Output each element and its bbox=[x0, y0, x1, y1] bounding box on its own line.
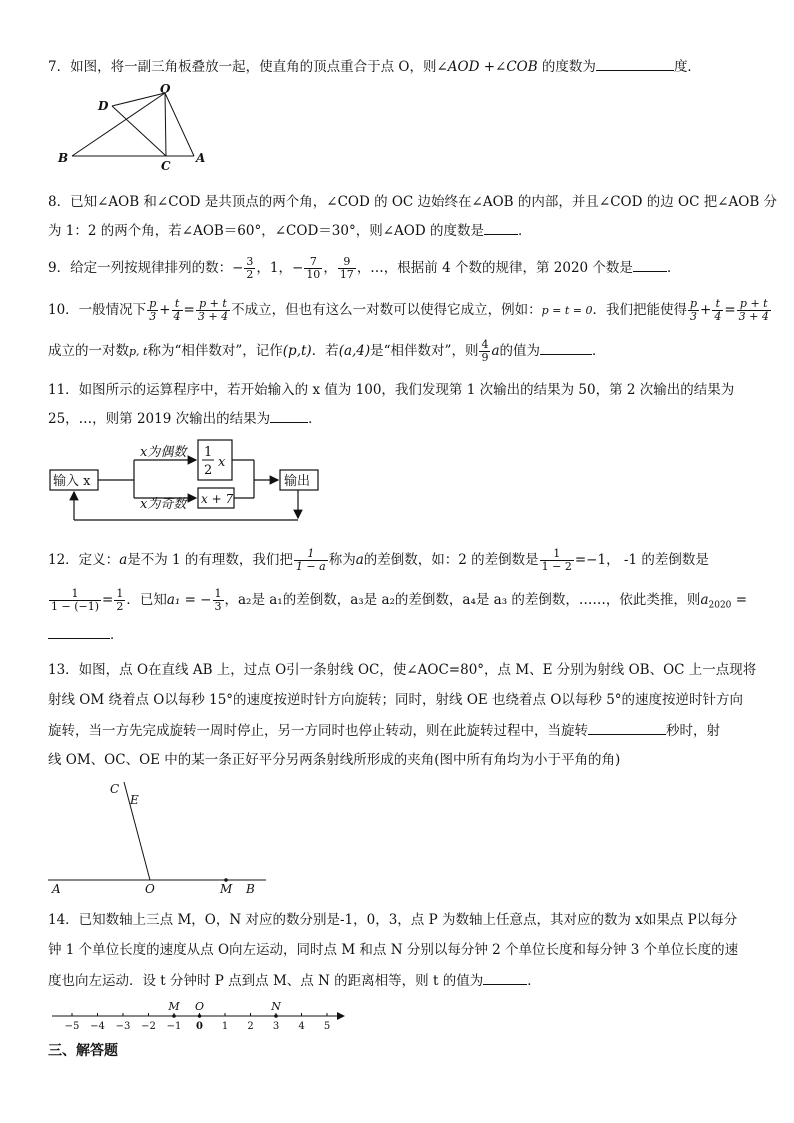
answer-blank-7[interactable] bbox=[596, 56, 674, 71]
question-14-line-3: 度也向左运动．设 t 分钟时 P 点到点 M、点 N 的距离相等，则 t 的值为 ． bbox=[48, 970, 748, 991]
axis-point-M bbox=[172, 1014, 176, 1018]
axis-tick-label: 0 bbox=[196, 1021, 203, 1032]
number-line-q14 bbox=[48, 998, 348, 1032]
axis-tick-label: 4 bbox=[298, 1021, 305, 1032]
axis-tick-label: −1 bbox=[166, 1021, 182, 1032]
label-B13: B bbox=[246, 882, 255, 896]
question-7-text: 7．如图，将一副三角板叠放一起，使直角的顶点重合于点 O，则∠AOD +∠COB 的度数为 度． bbox=[48, 56, 748, 77]
label-C13: C bbox=[110, 782, 120, 796]
answer-blank-14[interactable] bbox=[483, 970, 527, 985]
answer-blank-11[interactable] bbox=[270, 408, 308, 423]
axis-point-label-M: M bbox=[168, 1000, 180, 1013]
axis-point-label-N: N bbox=[271, 1000, 281, 1013]
answer-blank-9[interactable] bbox=[633, 257, 667, 272]
axis-point-N bbox=[274, 1014, 278, 1018]
axis-tick-label: −5 bbox=[64, 1021, 80, 1032]
ray-figure-q13 bbox=[46, 778, 276, 898]
question-10-line-1: 10．一般情况下 $\frac{p}{3}$ + $\frac{t}{4}$ = $\frac{p + t}{3 + 4}$ 不成立，但也有这么一对数可以使得它成立，例如：p = t = 0．我们把能使得 $\frac{p}{3}$ + $\frac{t}{4}$ = $\frac{p + t}{3 + 4}$ bbox=[48, 297, 769, 323]
answer-blank-10[interactable] bbox=[540, 340, 592, 355]
question-11-line-1: 11．如图所示的运算程序中，若开始输入的 x 值为 100，我们发现第 1 次输出的结果为 50，第 2 次输出的结果为 bbox=[48, 382, 735, 398]
question-14-line-1: 14．已知数轴上三点 M，O，N 对应的数分别是-1，0，3，点 P 为数轴上任意点，其对应的数为 x如果点 P以每分 bbox=[48, 912, 738, 928]
flow-plus7-label: x + 7 bbox=[201, 492, 234, 506]
section-heading: 三、解答题 bbox=[48, 1043, 118, 1059]
answer-blank-8[interactable] bbox=[484, 220, 518, 235]
axis-tick-label: 2 bbox=[247, 1021, 254, 1032]
flowchart-q11 bbox=[46, 436, 326, 528]
axis-tick-label: 1 bbox=[221, 1021, 229, 1032]
axis-tick-label: 3 bbox=[272, 1021, 280, 1032]
question-13-line-3: 旋转，当一方先完成旋转一周时停止，另一方同时也停止转动，则在此旋转过程中，当旋转 秒时，射 bbox=[48, 720, 748, 741]
label-B: B bbox=[58, 151, 69, 165]
question-12-line-2: $\frac{1}{1 - (-1)}$ = $\frac{1}{2}$ ．已知a₁ = − $\frac{1}{3}$ ，a₂是 a₁的差倒数，a₃是 a₂的差倒数，a₄是 a₃ 的差倒数，……，依此类推，则$a_{2020}$ = bbox=[51, 587, 748, 613]
label-O13: O bbox=[145, 882, 155, 896]
label-C: C bbox=[161, 159, 171, 173]
question-8-line-2: 为 1：2 的两个角，若∠AOB＝60°，∠COD＝30°，则∠AOD 的度数是 ． bbox=[48, 220, 748, 241]
label-O: O bbox=[160, 82, 171, 96]
flow-output-label: 输出 bbox=[284, 474, 311, 489]
flow-input-label: 输入 x bbox=[53, 474, 91, 489]
axis-tick-label: 5 bbox=[323, 1021, 331, 1032]
label-A13: A bbox=[52, 882, 61, 896]
question-14-line-2: 钟 1 个单位长度的速度从点 O向左运动，同时点 M 和点 N 分别以每分钟 2 个单位长度和每分钟 3 个单位长度的速 bbox=[48, 942, 739, 958]
label-D: D bbox=[98, 99, 109, 113]
triangle-figure-q7 bbox=[50, 82, 220, 174]
flow-even-label: x为偶数 bbox=[140, 445, 187, 460]
question-9-text: 9．给定一列按规律排列的数：− $\frac{3}{2}$ ，1，− $\frac{7}{10}$ ， $\frac{9}{17}$ ，…，根据前 4 个数的规律，第 2020 个数是 ． bbox=[48, 255, 681, 281]
question-13-line-1: 13．如图，点 O在直线 AB 上，过点 O引一条射线 OC，使∠AOC=80°，点 M、E 分别为射线 OB、OC 上一点现将 bbox=[48, 662, 757, 678]
answer-blank-13[interactable] bbox=[588, 720, 666, 735]
axis-point-label-O: O bbox=[194, 1000, 205, 1013]
axis-tick-label: −2 bbox=[141, 1021, 156, 1032]
svg-text:x: x bbox=[218, 455, 226, 470]
label-E13: E bbox=[130, 793, 139, 807]
label-A: A bbox=[196, 151, 206, 165]
question-13-line-4: 线 OM、OC、OE 中的某一条正好平分另两条射线所形成的夹角(图中所有角均为小于平角的角) bbox=[48, 752, 621, 768]
flow-odd-label: x为奇数 bbox=[140, 497, 187, 512]
question-12-line-1: 12．定义：a是不为 1 的有理数，我们把 $\frac{1}{1 - a}$ 称为a的差倒数，如：2 的差倒数是 $\frac{1}{1 - 2}$ =−1， -1 的差倒数是 bbox=[48, 547, 709, 573]
question-13-line-2: 射线 OM 绕着点 O以每秒 15°的速度按逆时针方向旋转；同时，射线 OE 也绕着点 O以每秒 5°的速度按逆时针方向 bbox=[48, 692, 744, 708]
axis-tick-label: −4 bbox=[90, 1021, 105, 1032]
question-12-line-3: ． bbox=[48, 624, 748, 645]
question-8-line-1: 8．已知∠AOB 和∠COD 是共顶点的两个角，∠COD 的 OC 边始终在∠AOB 的内部，并且∠COD 的边 OC 把∠AOB 分 bbox=[48, 194, 778, 210]
svg-text:1: 1 bbox=[204, 445, 213, 460]
axis-point-O bbox=[198, 1014, 202, 1018]
question-11-line-2: 25，…，则第 2019 次输出的结果为 ． bbox=[48, 408, 748, 429]
answer-blank-12[interactable] bbox=[48, 624, 110, 639]
svg-text:2: 2 bbox=[204, 463, 213, 478]
question-10-line-2: 成立的一对数p, t称为“相伴数对”，记作(p,t)．若(a,4)是“相伴数对”，则 $\frac{4}{9}$ a的值为 ． bbox=[48, 338, 606, 364]
label-M13: M bbox=[220, 882, 233, 896]
axis-tick-label: −3 bbox=[115, 1021, 131, 1032]
